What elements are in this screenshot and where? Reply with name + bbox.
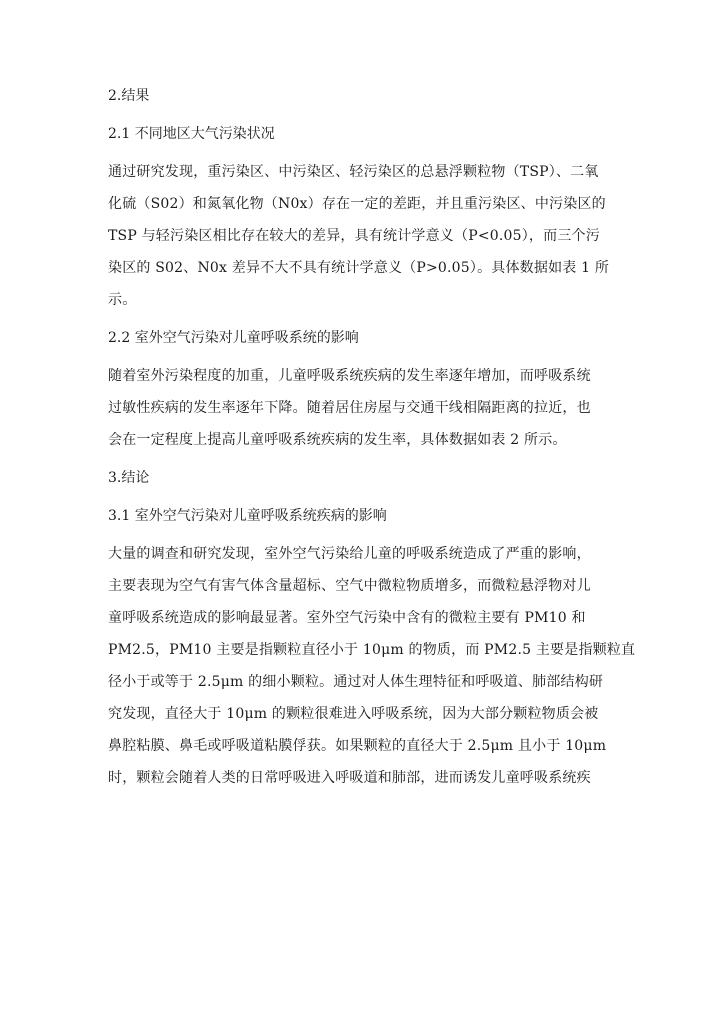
section-3-heading: 3.结论 [108,470,150,486]
text-line: TSP 与轻污染区相比存在较大的差异，具有统计学意义（P<0.05），而三个污 [108,228,600,244]
text-line: 会在一定程度上提高儿童呼吸系统疾病的发生率，具体数据如表 2 所示。 [108,432,567,448]
text-line: 染区的 S02、N0x 差异不大不具有统计学意义（P>0.05）。具体数据如表 1 所 [108,260,610,276]
section-2-heading: 2.结果 [108,88,150,104]
text-line: 鼻腔粘膜、鼻毛或呼吸道粘膜俘获。如果颗粒的直径大于 2.5μm 且小于 10μm [108,738,607,754]
section-2-1-heading: 2.1 不同地区大气污染状况 [108,126,275,142]
paragraph-2-2 [108,366,614,450]
text-line: 随着室外污染程度的加重，儿童呼吸系统疾病的发生率逐年增加，而呼吸系统 [108,368,591,384]
text-line: 示。 [108,292,137,308]
text-line: 主要表现为空气有害气体含量超标、空气中微粒物质增多，而微粒悬浮物对儿 [108,578,591,594]
text-line: 通过研究发现，重污染区、中污染区、轻污染区的总悬浮颗粒物（TSP）、二氧 [108,164,599,180]
text-line: 径小于或等于 2.5μm 的细小颗粒。通过对人体生理特征和呼吸道、肺部结构研 [108,674,604,690]
paragraph-3-1 [108,544,636,788]
text-line: PM2.5，PM10 主要是指颗粒直径小于 10μm 的物质，而 PM2.5 主要是指颗粒直 [108,642,636,658]
section-2-2-heading: 2.2 室外空气污染对儿童呼吸系统的影响 [108,330,359,346]
paragraph-2-1 [108,162,614,310]
text-line: 过敏性疾病的发生率逐年下降。随着居住房屋与交通干线相隔距离的拉近，也 [108,400,591,416]
text-line: 时，颗粒会随着人类的日常呼吸进入呼吸道和肺部，进而诱发儿童呼吸系统疾 [108,770,591,786]
text-line: 化硫（S02）和氮氧化物（N0x）存在一定的差距，并且重污染区、中污染区的 [108,196,606,212]
section-3-1-heading: 3.1 室外空气污染对儿童呼吸系统疾病的影响 [108,508,387,524]
text-line: 大量的调查和研究发现，室外空气污染给儿童的呼吸系统造成了严重的影响， [108,546,591,562]
document-body [108,86,636,806]
text-line: 童呼吸系统造成的影响最显著。室外空气污染中含有的微粒主要有 PM10 和 [108,610,586,626]
text-line: 究发现，直径大于 10μm 的颗粒很难进入呼吸系统，因为大部分颗粒物质会被 [108,706,599,722]
